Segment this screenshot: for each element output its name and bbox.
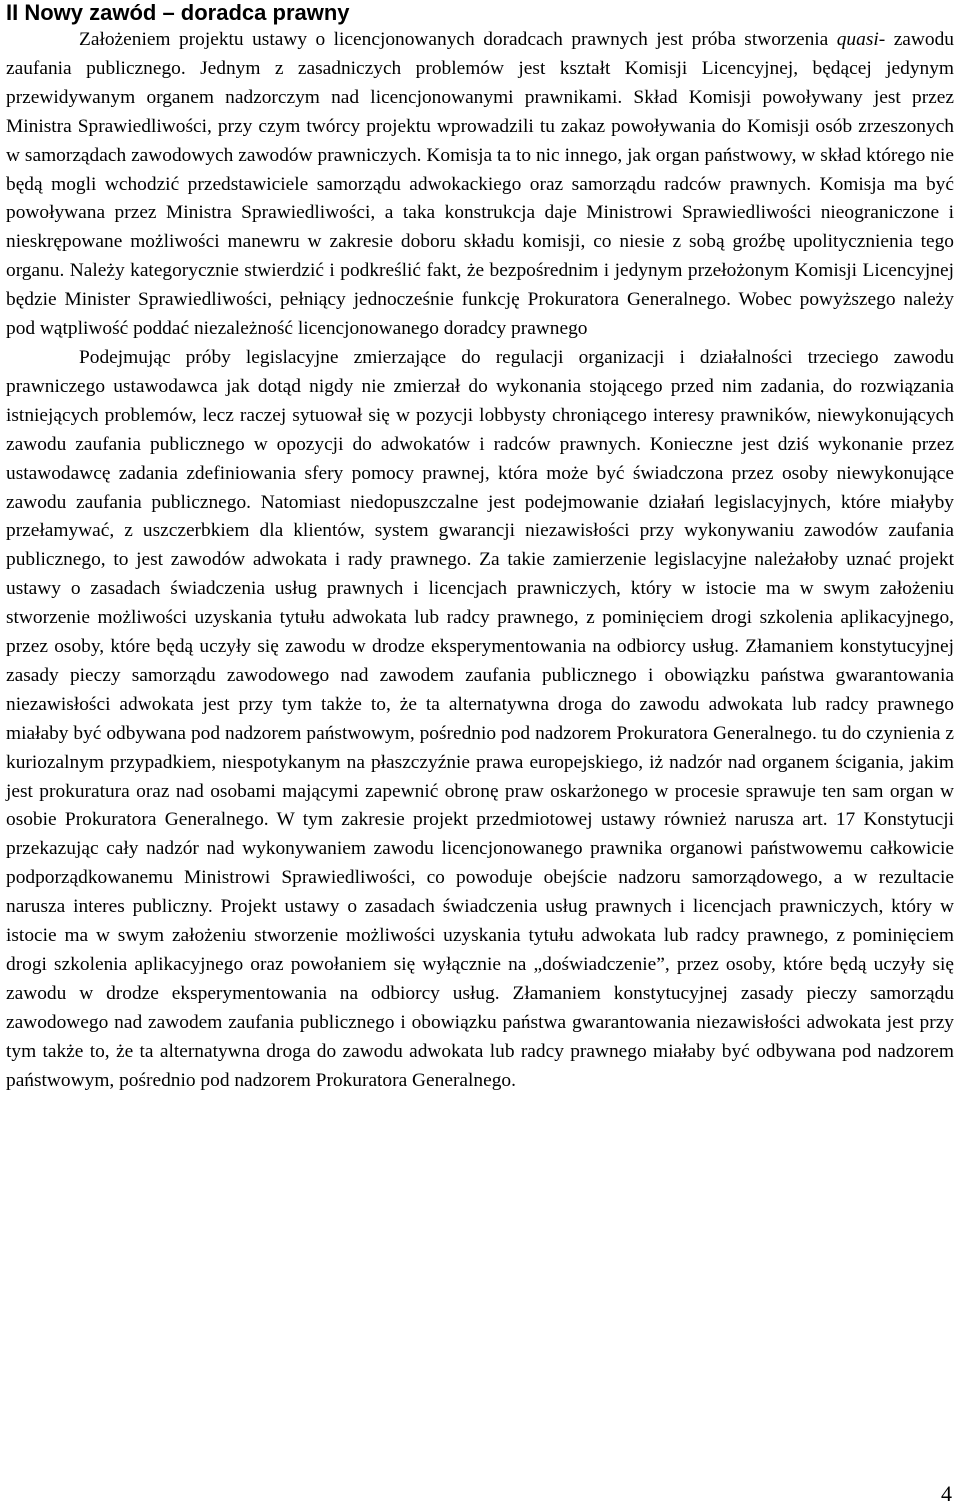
italic-term: quasi- — [836, 29, 886, 50]
paragraph-licensing-commission — [6, 26, 954, 344]
paragraph-text: Założeniem projektu ustawy o licencjonowanych doradcach prawnych jest próba stworzenia — [79, 29, 837, 50]
page-number: 4 — [941, 1481, 952, 1506]
document-page — [6, 0, 954, 1096]
paragraph-text: zawodu zaufania publicznego. Jednym z zasadniczych problemów jest kształt Komisji Licencyjnej, będącej jedynym przewidywanym organem nadzorczym nad licencjonowanymi prawnikami. Skład Komisji powoływany jest przez Ministra Sprawiedliwości, przy czym twórcy projektu wprowadzili tu zakaz powoływania do Komisji osób zrzeszonych w samorządach zawodowych zawodów prawniczych. Komisja ta to nic innego, jak organ państwowy, w skład którego nie będą mogli wchodzić przedstawiciele samorządu adwokackiego oraz samorządu radców prawnych. Komisja ma być powoływana przez Ministra Sprawiedliwości, a taka konstrukcja daje Ministrowi Sprawiedliwości nieograniczone i nieskrępowane możliwości manewru w zakresie doboru składu komisji, co niesie z sobą groźbę upolitycznienia tego organu. Należy kategorycznie stwierdzić i podkreślić fakt, że bezpośrednim i jedynym przełożonym Komisji Licencyjnej będzie Minister Sprawiedliwości, pełniący jednocześnie funkcję Prokuratora Generalnego. Wobec powyższego należy pod wątpliwość poddać niezależność licencjonowanego doradcy prawnego — [6, 29, 954, 340]
paragraph-legislative-attempts: Podejmując próby legislacyjne zmierzające do regulacji organizacji i działalności trzeciego zawodu prawniczego ustawodawca jak dotąd nigdy nie zmierzał do wykonania stojącego przed nim zadania, do rozwiązania istniejących problemów, lecz raczej sytuował się w pozycji lobbysty chroniącego interesy prawników, niewykonujących zawodu zaufania publicznego w opozycji do adwokatów i radców prawnych. Konieczne jest dziś wykonanie przez ustawodawcę zadania zdefiniowania sfery pomocy prawnej, która może być świadczona przez osoby niewykonujące zawodu zaufania publicznego. Natomiast niedopuszczalne jest podejmowanie działań legislacyjnych, które miałyby przełamywać, z uszczerbkiem dla klientów, system gwarancji niezawisłości przy wykonywaniu zawodów zaufania publicznego, to jest zawodów adwokata i rady prawnego. Za takie zamierzenie legislacyjne należałoby uznać projekt ustawy o zasadach świadczenia usług prawnych i licencjach prawniczych, który w istocie ma w swym założeniu stworzenie możliwości uzyskania tytułu adwokata lub radcy prawnego, z pominięciem drogi szkolenia aplikacyjnego, przez osoby, które będą uczyły się zawodu w drodze eksperymentowania na odbiorcy usług. Złamaniem konstytucyjnej zasady pieczy samorządu zawodowego nad zawodem zaufania publicznego i obowiązku państwa gwarantowania niezawisłości adwokata jest przy tym także to, że ta alternatywna droga do zawodu adwokata lub radcy prawnego miałaby być odbywana pod nadzorem państwowym, pośrednio pod nadzorem Prokuratora Generalnego. tu do czynienia z kuriozalnym przypadkiem, niespotykanym na płaszczyźnie prawa europejskiego, iż nadzór nad organem ścigania, jakim jest prokuratura oraz nad osobami mającymi zapewnić obronę praw oskarżonego w procesie sprawuje ten sam organ w osobie Prokuratora Generalnego. W tym zakresie projekt przedmiotowej ustawy również narusza art. 17 Konstytucji przekazując cały nadzór nad wykonywaniem zawodu licencjonowanego prawnika organowi państwowemu całkowicie podporządkowanemu Ministrowi Sprawiedliwości, co powoduje obejście nadzoru samorządowego, a w rezultacie narusza interes publiczny. Projekt ustawy o zasadach świadczenia usług prawnych i licencjach prawniczych, który w istocie ma w swym założeniu stworzenie możliwości uzyskania tytułu adwokata lub radcy prawnego, z pominięciem drogi szkolenia aplikacyjnego oraz powołaniem się wyłącznie na „doświadczenie”, przez osoby, które będą uczyły się zawodu w drodze eksperymentowania na odbiorcy usług. Złamaniem konstytucyjnej zasady pieczy samorządu zawodowego nad zawodem zaufania publicznego i obowiązku państwa gwarantowania niezawisłości adwokata jest przy tym także to, że ta alternatywna droga do zawodu adwokata lub radcy prawnego miałaby być odbywana pod nadzorem państwowym, pośrednio pod nadzorem Prokuratora Generalnego. — [6, 346, 954, 1091]
section-heading: II Nowy zawód – doradca prawny — [6, 0, 350, 25]
